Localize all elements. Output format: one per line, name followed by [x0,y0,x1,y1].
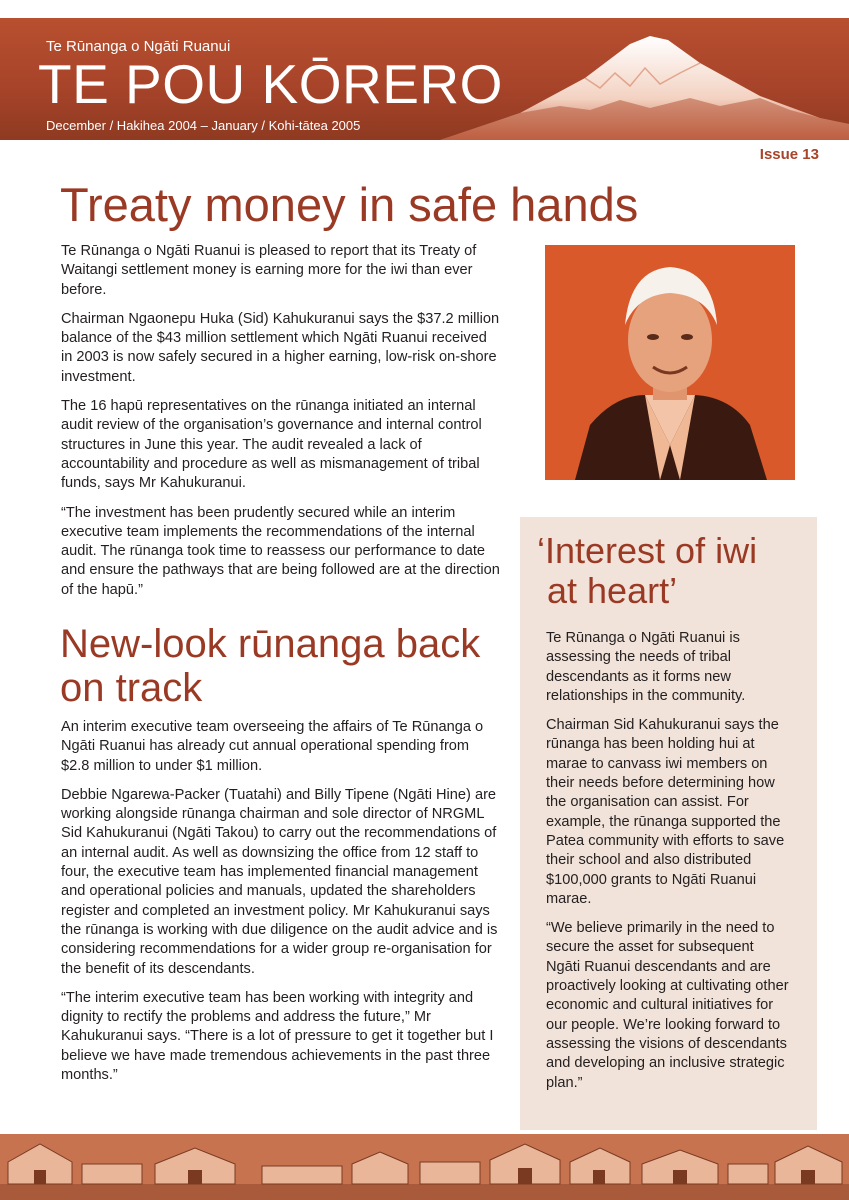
masthead [0,18,849,140]
article1-body [61,242,501,610]
article2-headline: New-look rūnanga back on track [60,622,481,710]
article1-headline: Treaty money in safe hands [60,178,639,231]
article1-paragraph: “The investment has been prudently secured while an interim executive team implements the recommendations of the internal audit. The rūnanga took time to reassess our performance to date and ensure the pathways that are being followed are at the direction of the hapū.” [61,504,500,598]
sidebar-title-line1: ‘Interest of iwi [537,530,758,571]
article2-paragraph: An interim executive team overseeing the affairs of Te Rūnanga o Ngāti Ruanui has already cut annual operational spending from $2.8 million to under $1 million. [61,719,484,774]
sidebar-title [537,531,791,611]
issue-number: Issue 13 [759,146,819,163]
sidebar-paragraph: Te Rūnanga o Ngāti Ruanui is assessing the needs of tribal descendants as it forms new relationships in the community. [546,630,746,704]
sidebar-box [520,517,817,1130]
masthead-title: TE POU KŌRERO [38,53,503,115]
masthead-date: December / Hakihea 2004 – January / Kohi-tātea 2005 [46,118,361,133]
marae-illustration [0,1134,849,1200]
article1-paragraph: Te Rūnanga o Ngāti Ruanui is pleased to report that its Treaty of Waitangi settlement money is earning more for the iwi than ever before. [61,243,477,298]
sidebar-paragraph: Chairman Sid Kahukuranui says the rūnanga has been holding hui at marae to canvass iwi members on their needs before determining how the organisation can assist. For example, the rūnanga supported the Patea community with efforts to save their school and also distributed $100,000 grants to Ngāti Ruanui marae. [546,717,785,907]
portrait-illustration [545,245,795,480]
masthead-org: Te Rūnanga o Ngāti Ruanui [46,38,231,55]
sidebar-paragraph: “We believe primarily in the need to secure the asset for subsequent Ngāti Ruanui descendants and are proactively looking at cultivating other economic and cultural initiatives for our people. We’re looking forward to assessing the visions of descendants and developing an inclusive strategic plan.” [546,920,789,1091]
sidebar-body [546,629,791,1093]
sidebar-title-line2: at heart’ [547,570,678,611]
marae-photo-strip [0,1134,849,1200]
article2-body [61,718,501,1095]
article1-paragraph: The 16 hapū representatives on the rūnanga initiated an internal audit review of the organisation’s governance and internal control structures in June this year. The audit revealed a lack of accountability and procedure as well as mismanagement of tribal funds, says Mr Kahukuranui. [61,398,482,492]
article2-paragraph: Debbie Ngarewa-Packer (Tuatahi) and Billy Tipene (Ngāti Hine) are working alongside rūnanga chairman and sole director of NRGML Sid Kahukuranui (Ngāti Takou) to carry out the recommendations of an internal audit. As well as downsizing the office from 12 staff to four, the executive team has implemented financial management and operational policies and manuals, updated the shareholders register and completed an investment policy. Mr Kahukuranui says the rūnanga is working with due diligence on the audit advice and is considering recommendations for a wider group re-organisation for the benefit of its descendants. [61,786,498,977]
article1-paragraph: Chairman Ngaonepu Huka (Sid) Kahukuranui says the $37.2 million balance of the $43 million settlement which Ngāti Ruanui received in 2003 is now safely secured in a higher earning, low-risk on-shore investment. [61,310,500,385]
article2-paragraph: “The interim executive team has been working with integrity and dignity to rectify the problems and address the future,” Mr Kahukuranui says. “There is a lot of pressure to get it together but I believe we have made tremendous achievements in the past three months.” [61,989,494,1084]
chairman-portrait-photo [545,245,795,480]
